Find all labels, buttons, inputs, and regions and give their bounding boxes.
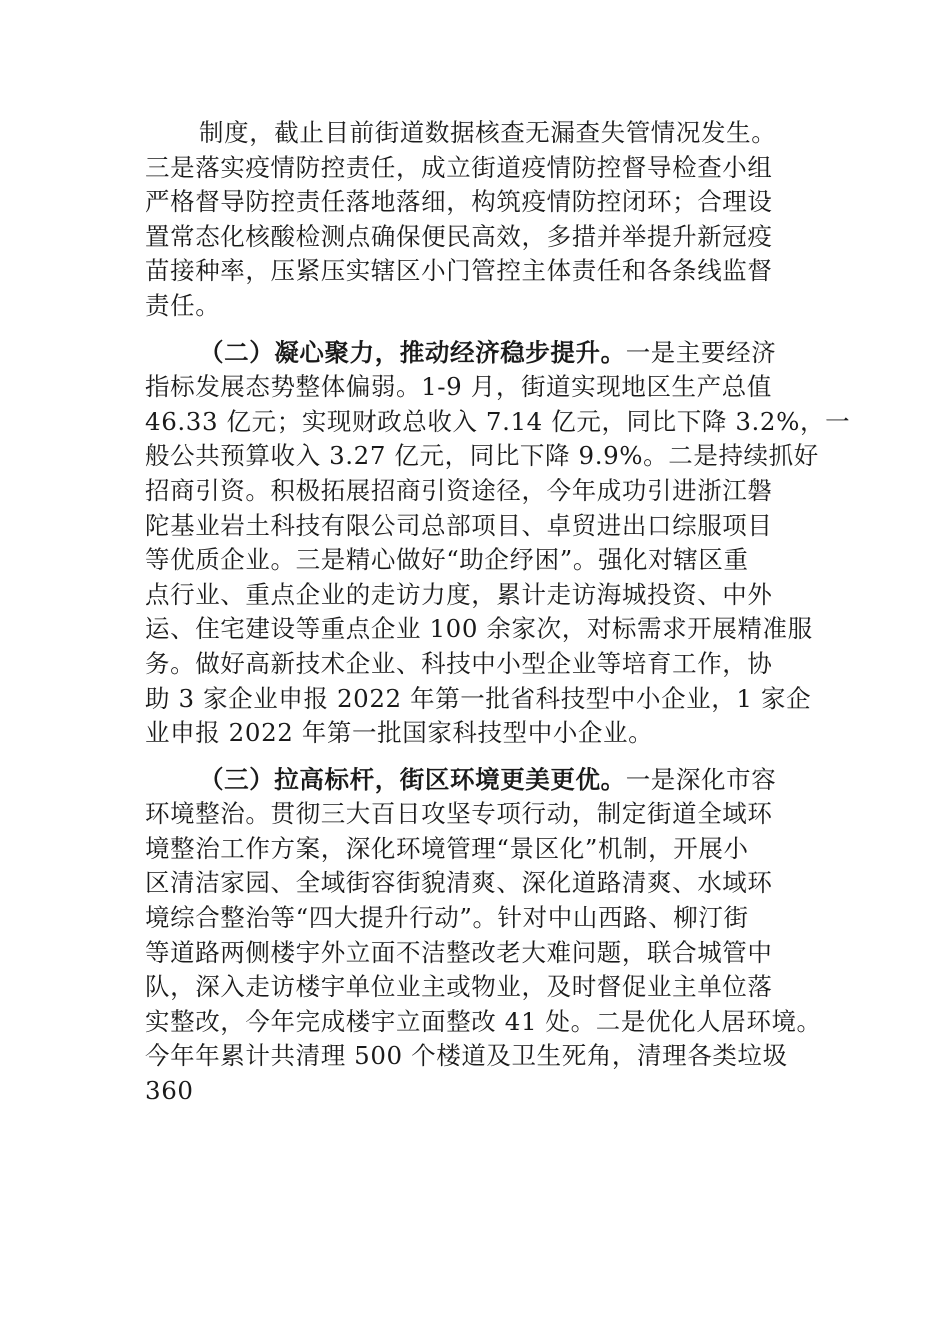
text-line: 队，深入走访楼宇单位业主或物业，及时督促业主单位落 — [145, 972, 773, 1002]
text-line: 点行业、重点企业的走访力度，累计走访海城投资、中外 — [145, 579, 773, 609]
page-number: 360 — [145, 1076, 194, 1106]
text-line: 制度，截止目前街道数据核查无漏查失管情况发生。 — [199, 118, 777, 147]
body-text — [145, 116, 851, 1109]
text-line: 责任。 — [145, 290, 221, 320]
heading-line-rest: 一是主要经济 — [625, 337, 777, 367]
section-heading: （三）拉高标杆，街区环境更美更优。 — [199, 764, 626, 794]
heading-line-rest: 一是深化市容 — [625, 764, 777, 794]
text-line: 招商引资。积极拓展招商引资途径，今年成功引进浙江磐 — [145, 475, 773, 505]
text-line: 境整治工作方案，深化环境管理“景区化”机制，开展小 — [145, 833, 749, 863]
text-line: 46.33 亿元；实现财政总收入 7.14 亿元，同比下降 3.2%，一 — [145, 406, 851, 436]
text-line: 三是落实疫情防控责任，成立街道疫情防控督导检查小组 — [145, 152, 773, 182]
text-line: 业申报 2022 年第一批国家科技型中小企业。 — [145, 718, 654, 748]
text-line: 指标发展态势整体偏弱。1-9 月，街道实现地区生产总值 — [145, 372, 772, 402]
paragraph-3 — [145, 763, 825, 1109]
paragraph-2 — [145, 336, 851, 751]
text-line: 严格督导防控责任落地落细，构筑疫情防控闭环；合理设 — [145, 187, 773, 217]
text-line: 等优质企业。三是精心做好“助企纾困”。强化对辖区重 — [145, 545, 749, 575]
text-line: 环境整治。贯彻三大百日攻坚专项行动，制定街道全域环 — [145, 799, 773, 829]
text-line: 置常态化核酸检测点确保便民高效，多措并举提升新冠疫 — [145, 221, 773, 251]
text-line: 苗接种率，压紧压实辖区小门管控主体责任和各条线监督 — [145, 256, 773, 286]
text-line: 运、住宅建设等重点企业 100 余家次，对标需求开展精准服 — [145, 614, 813, 644]
text-line: 陀基业岩土科技有限公司总部项目、卓贸进出口综服项目 — [145, 510, 773, 540]
text-line: 区清洁家园、全域街容街貌清爽、深化道路清爽、水域环 — [145, 868, 773, 898]
text-line: 今年年累计共清理 500 个楼道及卫生死角，清理各类垃圾 — [145, 1041, 788, 1071]
text-line: 助 3 家企业申报 2022 年第一批省科技型中小企业，1 家企 — [145, 683, 812, 713]
paragraph-1 — [145, 116, 825, 324]
text-line: 般公共预算收入 3.27 亿元，同比下降 9.9%。二是持续抓好 — [145, 441, 819, 471]
text-line — [145, 763, 825, 798]
text-line: 境综合整治等“四大提升行动”。针对中山西路、柳汀街 — [145, 903, 749, 933]
text-line: 务。做好高新技术企业、科技中小型企业等培育工作，协 — [145, 648, 773, 678]
text-line — [145, 336, 825, 371]
text-line: 等道路两侧楼宇外立面不洁整改老大难问题，联合城管中 — [145, 937, 773, 967]
section-heading: （二）凝心聚力，推动经济稳步提升。 — [199, 337, 626, 367]
text-line: 实整改，今年完成楼宇立面整改 41 处。二是优化人居环境。 — [145, 1006, 822, 1036]
